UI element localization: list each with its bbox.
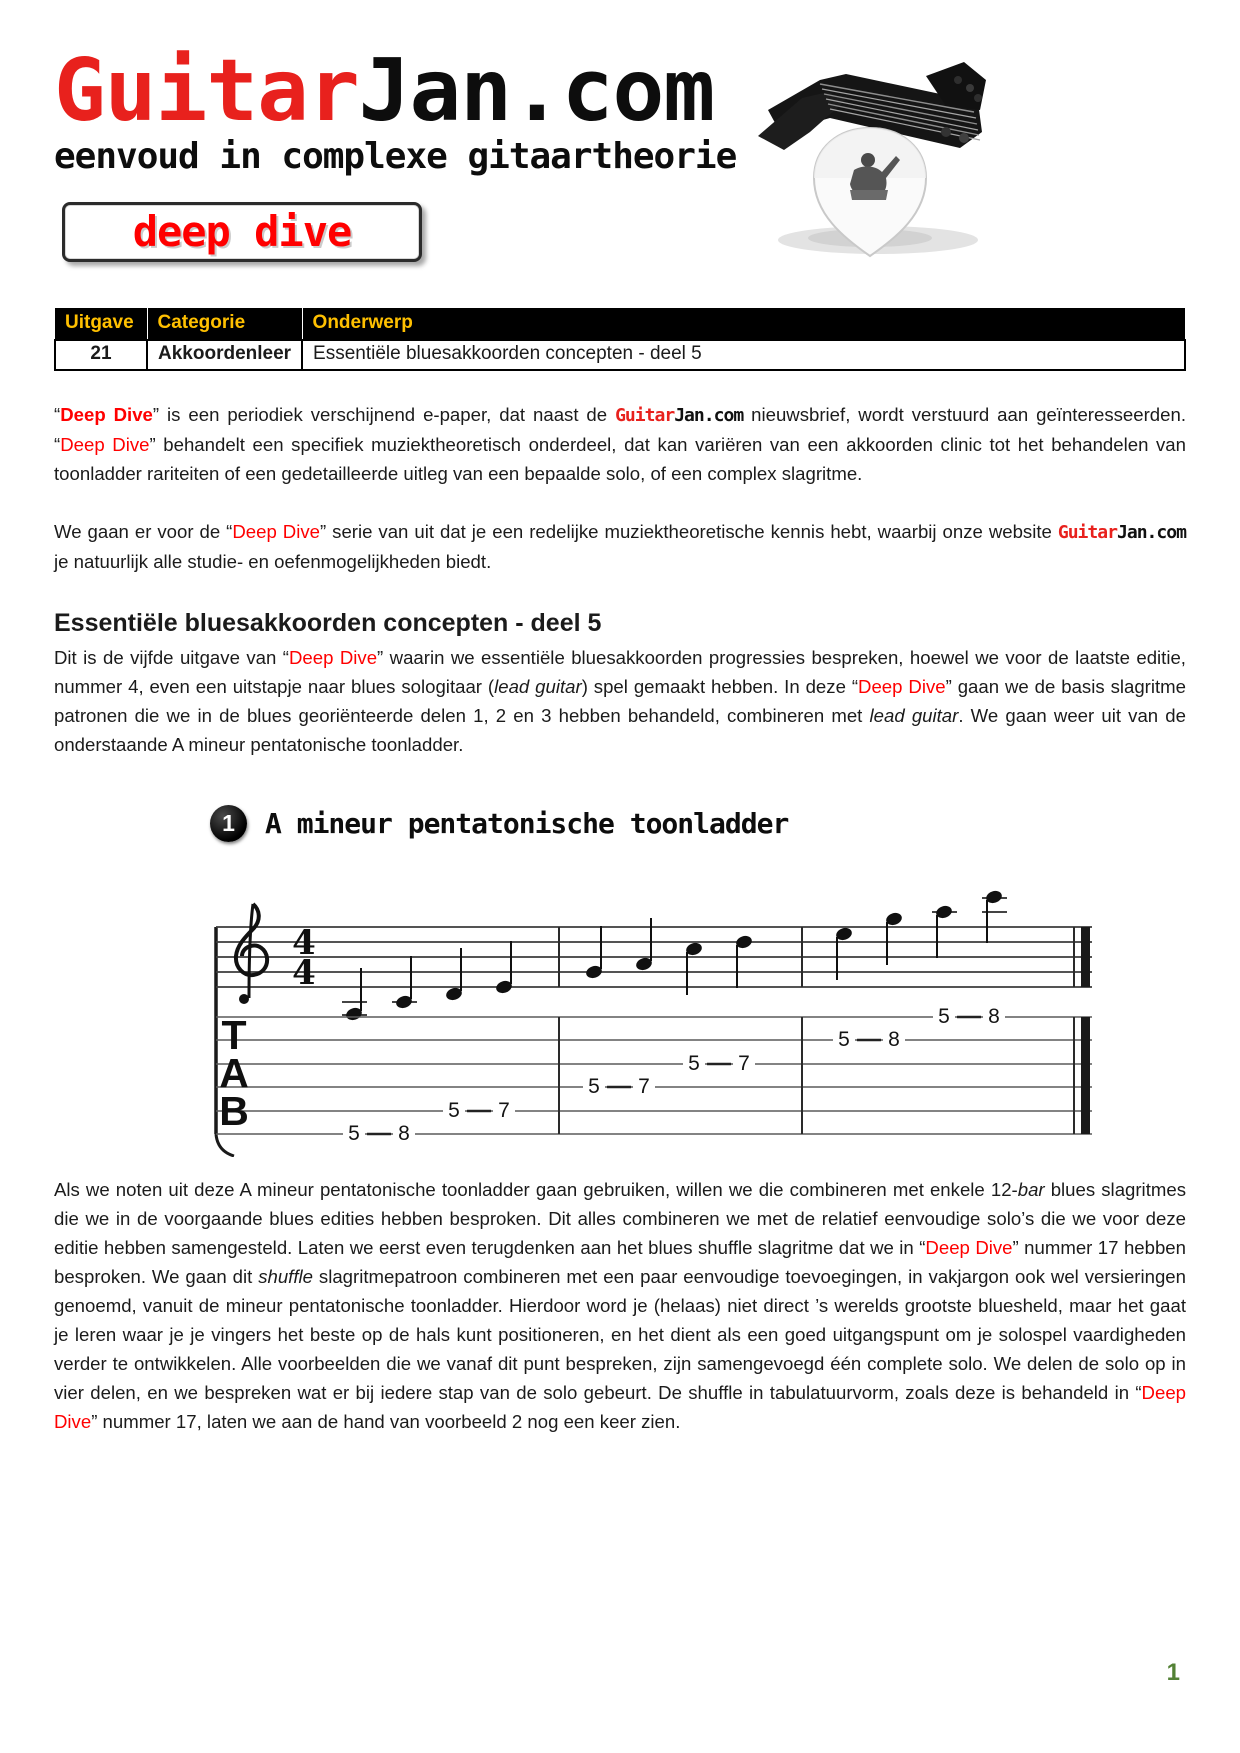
logo-part-guitar: Guitar <box>54 41 359 141</box>
figure-number-badge: 1 <box>210 805 247 842</box>
logo-part-jancom: Jan.com <box>358 41 715 141</box>
column-header-uitgave: Uitgave <box>55 308 147 340</box>
svg-text:5: 5 <box>938 1004 950 1028</box>
page-number: 1 <box>1166 1659 1180 1686</box>
table-header-row <box>55 308 1185 340</box>
cell-categorie: Akkoordenleer <box>147 340 302 370</box>
guitar-artwork <box>750 40 990 265</box>
cell-onderwerp: Essentiële bluesakkoorden concepten - deel 5 <box>302 340 1185 370</box>
intro-paragraph-2: We gaan er voor de “Deep Dive” serie van uit dat je een redelijke muziektheoretische kennis hebt, waarbij onze website GuitarJan.com je natuurlijk alle studie- en oefenmogelijkheden biedt. <box>54 520 1186 572</box>
table-row <box>55 340 1185 370</box>
body-paragraph-1: Als we noten uit deze A mineur pentatonische toonladder gaan gebruiken, willen we die combineren met enkele 12-bar blues slagritmes die we in de voorgaande blues edities hebben besproken. Dit alles combineren we met de relatief eenvoudige solo’s die we voor deze editie hebben samengesteld. Laten we eerst even terugdenken aan het blues shuffle slagritme dat we in “Deep Dive” nummer 17 hebben besproken. We gaan dit shuffle slagritmepatroon combineren met een paar eenvoudige toevoegingen, in vakjargon ook wel versieringen genoemd, vanuit de mineur pentatonische toonladder. Hierdoor word je (helaas) niet direct ’s werelds grootste bluesheld, maar het gaat je leren waar je je vingers het beste op de hals kunt positioneren, en het dient als een goed uitgangspunt om je solospel vaardigheden verder te ontwikkelen. Alle voorbeelden die we vanaf dit punt bespreken, zijn samengevoegd één complete solo. We delen de solo op in vier delen, en we bespreken wat er bij iedere stap van de solo gebeurt. De shuffle in tabulatuurvorm, zoals deze is behandeld in “Deep Dive” nummer 17, laten we aan de hand van voorbeeld 2 nog een keer zien. <box>54 1178 1186 1432</box>
svg-text:5: 5 <box>348 1121 360 1145</box>
cell-uitgave: 21 <box>55 340 147 370</box>
svg-text:8: 8 <box>888 1027 900 1051</box>
deep-dive-badge <box>62 202 422 262</box>
svg-text:5: 5 <box>838 1027 850 1051</box>
section-paragraph-1: Dit is de vijfde uitgave van “Deep Dive” waarin we essentiële bluesakkoorden progressies bespreken, hoewel we voor de laatste editie, nummer 4, even een uitstapje naar blues sologitaar (lead guitar) spel gemaakt hebben. In deze “Deep Dive” gaan we de basis slagritme patronen die we in de blues georiënteerde delen 1, 2 en 3 hebben behandeld, combineren met lead guitar. We gaan weer uit van de onderstaande A mineur pentatonische toonladder. <box>54 646 1187 755</box>
svg-text:7: 7 <box>738 1051 750 1075</box>
section-heading: Essentiële bluesakkoorden concepten - deel 5 <box>54 608 602 637</box>
staff-lines <box>216 927 1092 987</box>
tab-fret-numbers <box>343 1005 1005 1145</box>
tab-letter-b: B <box>219 1087 249 1134</box>
svg-text:5: 5 <box>688 1051 700 1075</box>
svg-text:8: 8 <box>398 1121 410 1145</box>
tab-letter-t: T <box>221 1011 247 1058</box>
site-logo <box>54 41 1186 141</box>
svg-text:7: 7 <box>638 1074 650 1098</box>
tab-lines <box>216 1017 1092 1134</box>
music-notation <box>204 852 1109 1157</box>
figure-1 <box>204 805 1109 1157</box>
tab-letter-a: A <box>219 1049 249 1096</box>
figure-title-row <box>210 805 1109 842</box>
note-group <box>345 889 1004 1022</box>
column-header-categorie: Categorie <box>147 308 302 340</box>
intro-paragraph-1: “Deep Dive” is een periodiek verschijnend e-paper, dat naast de GuitarJan.com nieuwsbrief, wordt verstuurd aan geïnteresseerden. “Deep Dive” behandelt een specifiek muziektheoretisch onderdeel, dat kan variëren van een akkoorden clinic tot het behandelen van toonladder rariteiten of een gedetailleerde uitleg van een bepaalde solo, of een complex slagritme. <box>54 403 1186 484</box>
time-signature-top: 4 <box>292 922 316 963</box>
figure-title: A mineur pentatonische toonladder <box>265 806 789 840</box>
header <box>54 0 1186 262</box>
deep-dive-badge-label: deep dive <box>132 207 352 257</box>
tagline: eenvoud in complexe gitaartheorie <box>54 136 737 177</box>
svg-text:7: 7 <box>498 1098 510 1122</box>
column-header-onderwerp: Onderwerp <box>302 308 1185 340</box>
time-signature-bottom: 4 <box>292 952 316 993</box>
svg-text:5: 5 <box>448 1098 460 1122</box>
treble-clef-icon <box>236 904 267 1004</box>
svg-text:5: 5 <box>588 1074 600 1098</box>
issue-info-table <box>54 308 1186 371</box>
svg-text:8: 8 <box>988 1004 1000 1028</box>
